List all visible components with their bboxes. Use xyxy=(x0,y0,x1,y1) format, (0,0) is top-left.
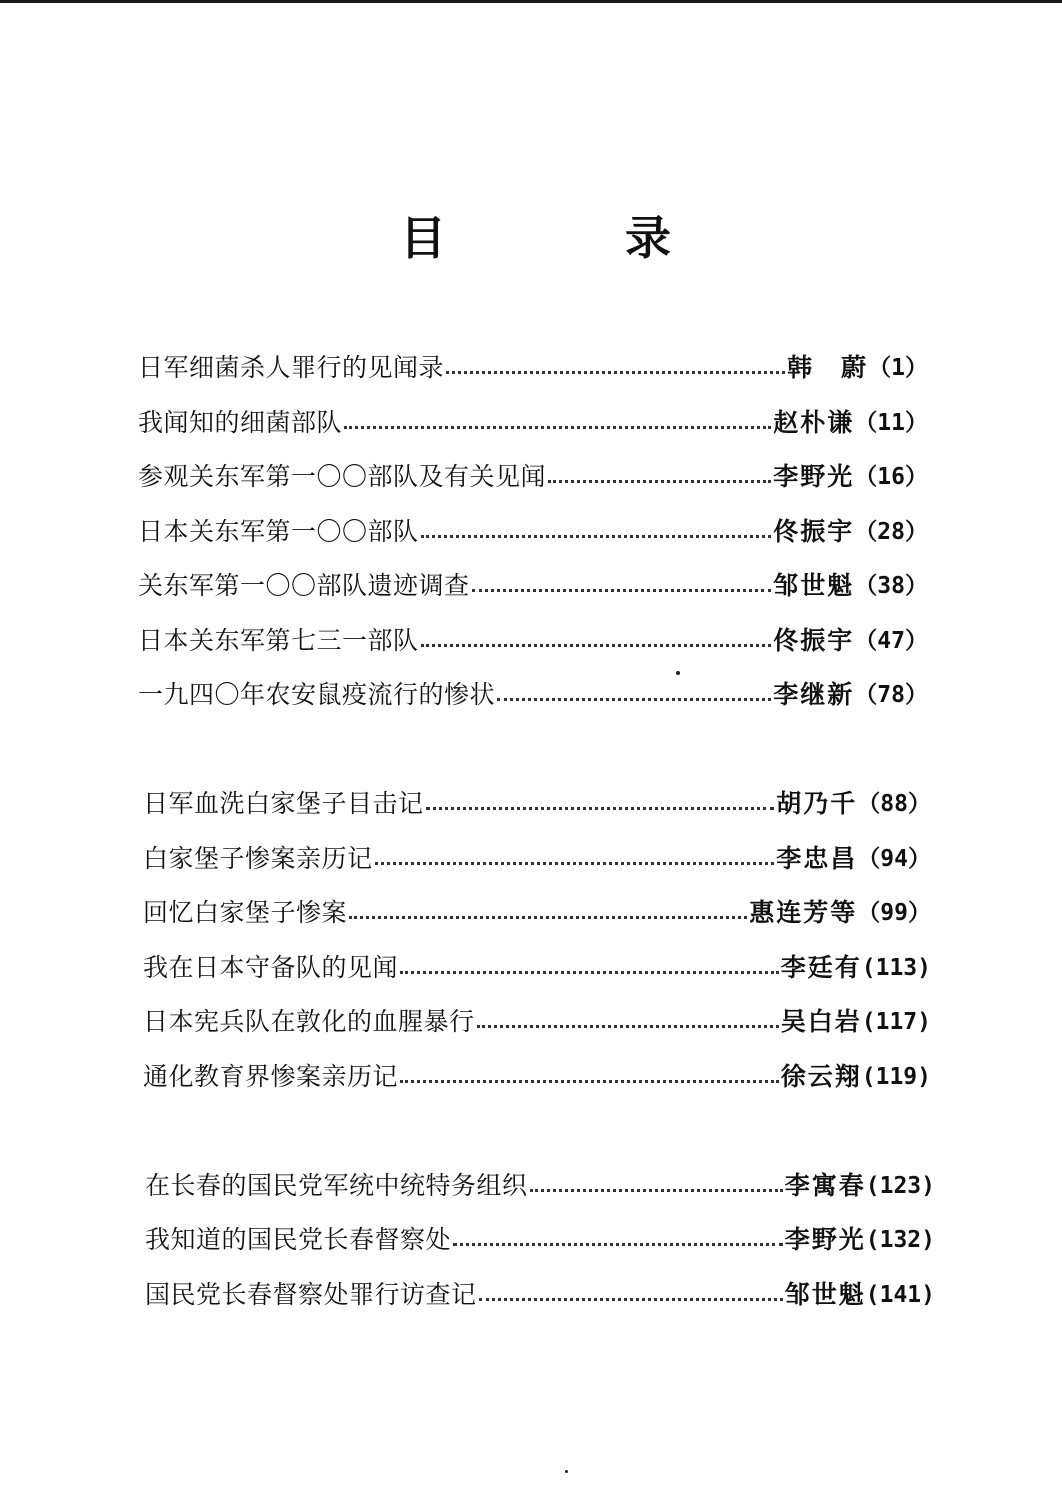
entry-author: 李忠昌 xyxy=(776,844,858,873)
entry-title: 我闻知的细菌部队 xyxy=(138,408,343,437)
toc-entry[interactable] xyxy=(143,786,931,822)
entry-title: 白家堡子惨案亲历记 xyxy=(143,844,373,873)
entry-page-number: (123) xyxy=(865,1173,935,1199)
top-border-line xyxy=(0,0,1062,3)
entry-title: 回忆白家堡子惨案 xyxy=(143,898,348,927)
dot-leader xyxy=(400,1059,779,1095)
title-char-2: 录 xyxy=(625,211,671,265)
entry-page-number: (132) xyxy=(865,1227,935,1253)
dot-leader xyxy=(375,841,775,877)
entry-page-number: (113) xyxy=(861,955,931,981)
toc-entry[interactable] xyxy=(138,514,928,550)
toc-entry[interactable] xyxy=(138,568,928,604)
scan-speck xyxy=(676,671,680,675)
dot-leader xyxy=(349,895,747,931)
dot-leader xyxy=(479,1277,783,1313)
toc-entry[interactable] xyxy=(138,405,928,441)
entry-author: 韩 蔚 xyxy=(787,353,869,382)
entry-author: 徐云翔 xyxy=(780,1062,862,1091)
entry-author: 李寓春 xyxy=(784,1171,866,1200)
dot-leader xyxy=(421,514,772,550)
entry-page-number: （78） xyxy=(854,682,928,708)
toc-entry[interactable] xyxy=(143,895,931,931)
entry-author: 佟振宇 xyxy=(773,626,855,655)
entry-page-number: （47） xyxy=(854,628,928,654)
entry-author: 李继新 xyxy=(773,680,855,709)
dot-leader xyxy=(497,677,771,713)
entry-author: 李廷有 xyxy=(780,953,862,982)
entry-page-number: （94） xyxy=(857,846,931,872)
entry-page-number: (117) xyxy=(861,1009,931,1035)
entry-author: 佟振宇 xyxy=(773,517,855,546)
toc-entry[interactable] xyxy=(138,623,928,659)
entry-title: 日军细菌杀人罪行的见闻录 xyxy=(138,353,445,382)
entry-page-number: （88） xyxy=(857,791,931,817)
entry-title: 关东军第一〇〇部队遗迹调查 xyxy=(138,571,470,600)
dot-leader xyxy=(344,405,771,441)
entry-author: 惠连芳等 xyxy=(749,898,858,927)
scan-speck xyxy=(565,1470,568,1473)
entry-page-number: （28） xyxy=(854,519,928,545)
dot-leader xyxy=(421,623,772,659)
entry-title: 我知道的国民党长春督察处 xyxy=(145,1225,452,1254)
entry-author: 李野光 xyxy=(773,462,855,491)
entry-author: 吴白岩 xyxy=(780,1007,862,1036)
dot-leader xyxy=(548,459,771,495)
entry-title: 日军血洗白家堡子目击记 xyxy=(143,789,424,818)
entry-page-number: （38） xyxy=(854,573,928,599)
toc-entry[interactable] xyxy=(138,677,928,713)
dot-leader xyxy=(446,350,785,386)
dot-leader xyxy=(530,1168,783,1204)
entry-author: 李野光 xyxy=(784,1225,866,1254)
entry-author: 赵朴谦 xyxy=(773,408,855,437)
toc-entry[interactable] xyxy=(145,1168,935,1204)
title-char-1: 目 xyxy=(400,211,446,265)
entry-page-number: （16） xyxy=(854,464,928,490)
entry-title: 我在日本守备队的见闻 xyxy=(143,953,399,982)
dot-leader xyxy=(477,1004,779,1040)
dot-leader xyxy=(400,950,779,986)
entry-page-number: (141) xyxy=(865,1282,935,1308)
entry-title: 一九四〇年农安鼠疫流行的惨状 xyxy=(138,680,496,709)
entry-title: 日本关东军第七三一部队 xyxy=(138,626,419,655)
entry-page-number: (119) xyxy=(861,1064,931,1090)
dot-leader xyxy=(453,1222,783,1258)
dot-leader xyxy=(426,786,775,822)
toc-entry[interactable] xyxy=(143,950,931,986)
entry-page-number: （11） xyxy=(854,410,928,436)
entry-title: 日本关东军第一〇〇部队 xyxy=(138,517,419,546)
entry-title: 通化教育界惨案亲历记 xyxy=(143,1062,399,1091)
entry-author: 胡乃千 xyxy=(776,789,858,818)
entry-author: 邹世魁 xyxy=(784,1280,866,1309)
entry-page-number: （99） xyxy=(857,900,931,926)
entry-title: 国民党长春督察处罪行访查记 xyxy=(145,1280,477,1309)
toc-entry[interactable] xyxy=(145,1222,935,1258)
entry-title: 在长春的国民党军统中统特务组织 xyxy=(145,1171,528,1200)
entry-page-number: （1） xyxy=(868,355,928,381)
toc-entry[interactable] xyxy=(143,1004,931,1040)
toc-entry[interactable] xyxy=(143,1059,931,1095)
entry-author: 邹世魁 xyxy=(773,571,855,600)
toc-entry[interactable] xyxy=(138,459,928,495)
entry-title: 参观关东军第一〇〇部队及有关见闻 xyxy=(138,462,547,491)
toc-entry[interactable] xyxy=(143,841,931,877)
entry-title: 日本宪兵队在敦化的血腥暴行 xyxy=(143,1007,475,1036)
dot-leader xyxy=(472,568,772,604)
toc-entry[interactable] xyxy=(145,1277,935,1313)
toc-entry[interactable] xyxy=(138,350,928,386)
page-title xyxy=(0,208,1062,268)
